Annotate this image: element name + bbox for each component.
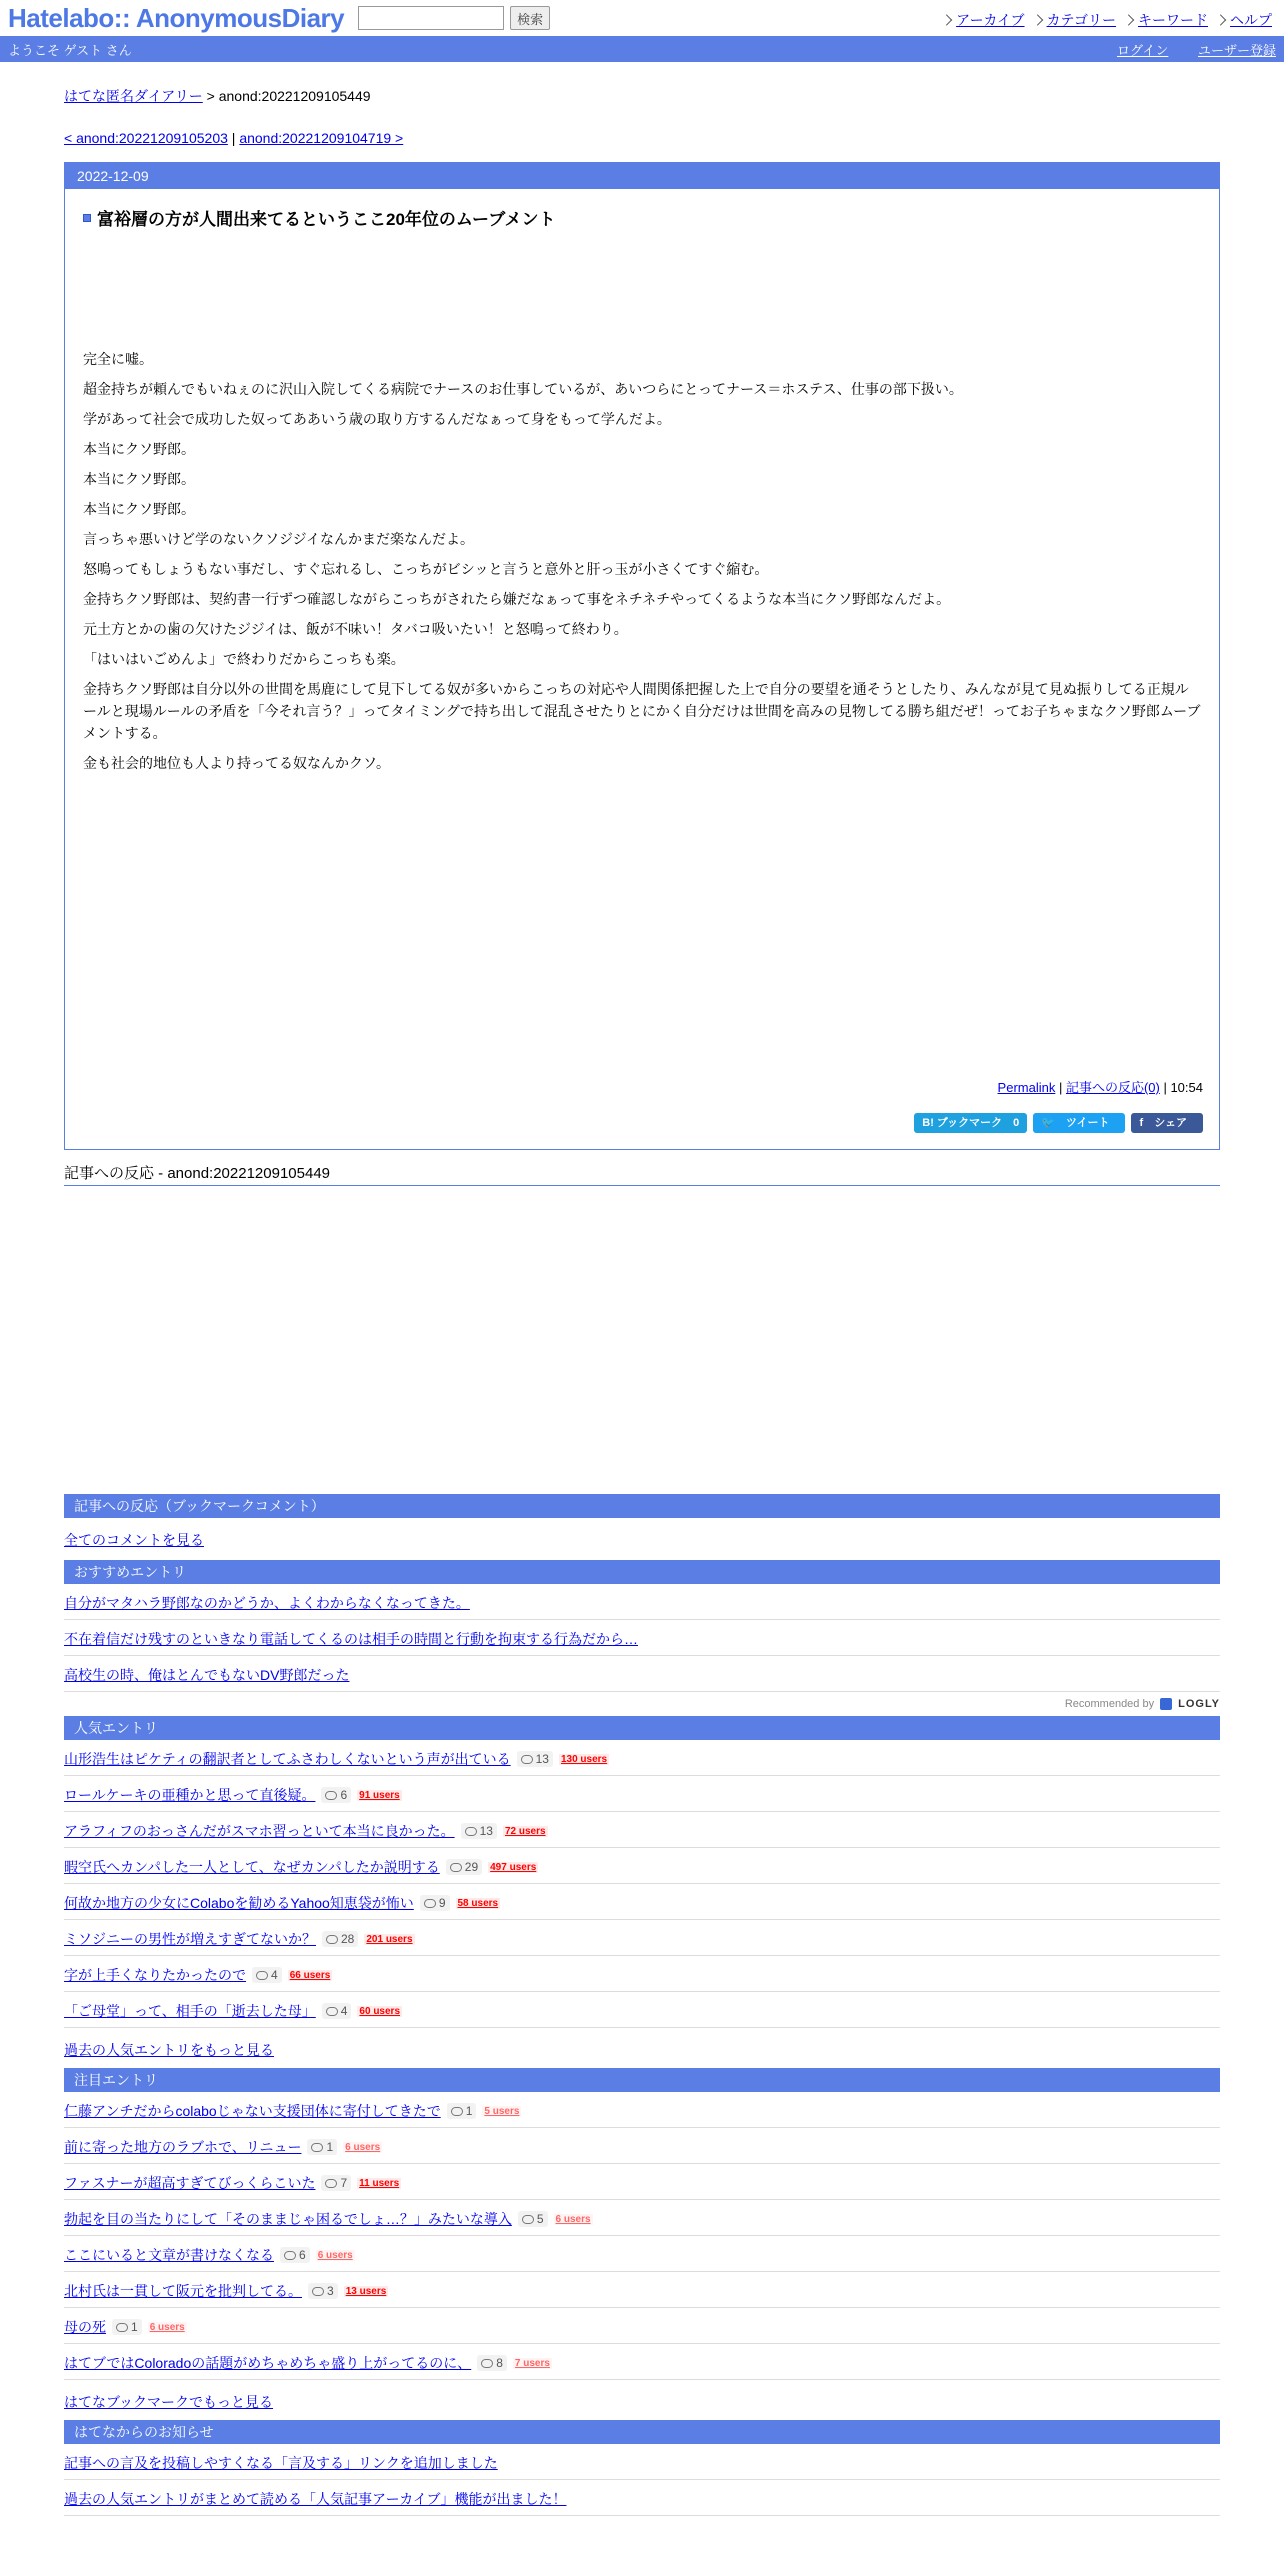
all-comments-row <box>64 1518 1220 1556</box>
comment-bubble-icon <box>284 2251 296 2260</box>
bookmark-users-badge[interactable]: 58 users <box>457 1897 499 1909</box>
bookmark-users-badge[interactable]: 7 users <box>514 2357 550 2369</box>
comment-bubble-icon <box>312 2287 324 2296</box>
entry-pager: < anond:20221209105203 | anond:20221209104719 > <box>64 130 404 146</box>
share-buttons <box>914 1113 1203 1133</box>
entry-link[interactable]: ロールケーキの亜種かと思って直後疑。 <box>64 1787 316 1803</box>
search-button[interactable]: 検索 <box>510 6 550 30</box>
comment-bubble-icon <box>326 1935 338 1944</box>
list-item <box>64 1956 1220 1992</box>
breadcrumb-home[interactable]: はてな匿名ダイアリー <box>64 88 203 104</box>
entry-paragraph: 金持ちクソ野郎は自分以外の世間を馬鹿にして見下してる奴が多いからこっちの対応や人間関係把握した上で自分の要望を通そうとしたり、みんなが見て見ぬ振りしてる正規ルールと現場ルールの矛盾を「今それ言う？」ってタイミングで持ち出して混乱させたりとにかく自分だけは世間を高みの見物してる勝ち組だぜ！ってお子ちゃまなクソ野郎ムーブメントする。 <box>83 681 1201 741</box>
entry-paragraph: 怒鳴ってもしょうもない事だし、すぐ忘れるし、こっちがビシッと言うと意外と肝っ玉が小さくてすぐ縮む。 <box>83 561 769 577</box>
recommended-link[interactable]: 不在着信だけ残すのといきなり電話してくるのは相手の時間と行動を拘束する行為だから… <box>64 1631 638 1647</box>
bookmark-users-badge[interactable]: 6 users <box>149 2321 185 2333</box>
entry-link[interactable]: はてブではColoradoの話題がめちゃめちゃ盛り上がってるのに、 <box>64 2355 472 2371</box>
comment-count[interactable]: 7 <box>321 2175 351 2191</box>
reactions-link[interactable]: 記事への反応(0) <box>1065 1080 1160 1095</box>
entry-link[interactable]: アラフィフのおっさんだがスマホ習っといて本当に良かった。 <box>64 1823 455 1839</box>
entry-title: 富裕層の方が人間出来てるというここ20年位のムーブメント <box>83 205 1219 230</box>
arrow-icon <box>1215 14 1226 25</box>
bookmark-users-badge[interactable]: 6 users <box>345 2141 381 2153</box>
comment-count[interactable]: 4 <box>252 1967 282 1983</box>
list-item <box>64 1656 1220 1692</box>
attention-more-link[interactable]: はてなブックマークでもっと見る <box>64 2394 274 2410</box>
entry-anchor-icon[interactable] <box>83 214 91 222</box>
diary-day <box>64 162 1220 1150</box>
comment-bubble-icon <box>521 1755 533 1764</box>
comment-count[interactable]: 1 <box>112 2319 142 2335</box>
welcome-text: ようこそ ゲスト さん <box>8 42 132 58</box>
list-item <box>64 1620 1220 1656</box>
bookmark-users-badge[interactable]: 201 users <box>366 1933 413 1945</box>
comment-bubble-icon <box>325 1791 337 1800</box>
comment-count[interactable]: 8 <box>477 2355 507 2371</box>
comment-count[interactable]: 6 <box>280 2247 310 2263</box>
comment-bubble-icon <box>451 2107 463 2116</box>
comment-count[interactable]: 6 <box>321 1787 351 1803</box>
entry-footer: Permalink | 記事への反応(0) | 10:54 <box>997 1080 1203 1095</box>
comment-bubble-icon <box>465 1827 477 1836</box>
comment-count[interactable]: 3 <box>308 2283 338 2299</box>
arrow-icon <box>1031 14 1042 25</box>
prev-entry-link[interactable]: < anond:20221209105203 <box>64 130 228 146</box>
comment-count[interactable]: 1 <box>307 2139 337 2155</box>
list-item <box>64 1992 1220 2028</box>
nav-category[interactable]: カテゴリー <box>1035 10 1116 30</box>
attention-list <box>64 2092 1220 2380</box>
comment-bubble-icon <box>481 2359 493 2368</box>
list-item <box>64 2272 1220 2308</box>
popular-list <box>64 1740 1220 2028</box>
login-link[interactable]: ログイン <box>1117 42 1169 58</box>
bookmark-users-badge[interactable]: 91 users <box>359 1789 400 1801</box>
hatena-bookmark-button[interactable]: B! ブックマーク 0 <box>914 1113 1027 1133</box>
entry-paragraph: 元土方とかの歯の欠けたジジイは、飯が不味い！タバコ吸いたい！と怒鳴って終わり。 <box>83 621 628 637</box>
logly-logo-icon <box>1160 1698 1172 1710</box>
reactions-heading: 記事への反応 - anond:20221209105449 <box>64 1162 1220 1186</box>
news-heading: はてなからのお知らせ <box>64 2420 1220 2444</box>
comment-bubble-icon <box>311 2143 323 2152</box>
comment-bubble-icon <box>256 1971 268 1980</box>
list-item <box>64 2200 1220 2236</box>
bookmark-users-badge[interactable]: 497 users <box>490 1861 537 1873</box>
user-bar <box>0 36 1284 62</box>
recommended-by: Recommended by LOGLY <box>1064 1698 1220 1710</box>
facebook-share-button[interactable]: f シェア <box>1131 1113 1203 1133</box>
news-link[interactable]: 過去の人気エントリがまとめて読める「人気記事アーカイブ」機能が出ました！ <box>64 2491 567 2507</box>
comment-bubble-icon <box>326 2007 338 2016</box>
all-comments-link[interactable]: 全てのコメントを見る <box>64 1532 204 1548</box>
main-content <box>64 86 1220 2516</box>
comment-count[interactable]: 1 <box>447 2103 477 2119</box>
site-logo[interactable]: Hatelabo:: AnonymousDiary <box>8 3 345 33</box>
recommended-link[interactable]: 自分がマタハラ野郎なのかどうか、よくわからなくなってきた。 <box>64 1595 470 1611</box>
entry-link[interactable]: 仁藤アンチだからcolaboじゃない支援団体に寄付してきたで <box>64 2103 441 2119</box>
entry-link[interactable]: 前に寄った地方のラブホで、リニュー <box>64 2139 302 2155</box>
comment-count[interactable]: 29 <box>446 1859 482 1875</box>
list-item <box>64 1776 1220 1812</box>
entry-link[interactable]: 勃起を目の当たりにして「そのままじゃ困るでしょ…？」みたいな導入 <box>64 2211 512 2227</box>
list-item <box>64 1740 1220 1776</box>
top-nav <box>944 10 1272 30</box>
comment-count[interactable]: 13 <box>517 1751 553 1767</box>
list-item <box>64 2344 1220 2380</box>
bookmark-users-badge[interactable]: 6 users <box>317 2249 353 2261</box>
list-item <box>64 1812 1220 1848</box>
list-item <box>64 1848 1220 1884</box>
next-entry-link[interactable]: anond:20221209104719 > <box>239 130 404 146</box>
entry-paragraph: 金持ちクソ野郎は、契約書一行ずつ確認しながらこっちがされたら嫌だなぁって事をネチネチやってくるような本当にクソ野郎なんだよ。 <box>83 591 951 607</box>
entry-link[interactable]: ここにいると文章が書けなくなる <box>64 2247 274 2263</box>
attention-more-row <box>64 2380 1220 2418</box>
entry-link[interactable]: 北村氏は一貫して阪元を批判してる。 <box>64 2283 302 2299</box>
entry-paragraph: 本当にクソ野郎。 <box>83 471 195 487</box>
permalink[interactable]: Permalink <box>997 1080 1056 1095</box>
bookmark-users-badge[interactable]: 5 users <box>484 2105 520 2117</box>
entry-paragraph: 本当にクソ野郎。 <box>83 501 195 517</box>
breadcrumb-current: anond:20221209105449 <box>218 88 371 104</box>
bookmark-users-badge[interactable]: 13 users <box>345 2285 387 2297</box>
header <box>0 0 1284 36</box>
entry-link[interactable]: 山形浩生はピケティの翻訳者としてふさわしくないという声が出ている <box>64 1751 511 1767</box>
bookmark-users-badge[interactable]: 6 users <box>555 2213 591 2225</box>
bookmark-users-badge[interactable]: 11 users <box>359 2177 400 2189</box>
comment-count[interactable]: 28 <box>322 1931 358 1947</box>
bookmark-users-badge[interactable]: 60 users <box>359 2005 401 2017</box>
attention-heading: 注目エントリ <box>64 2068 1220 2092</box>
arrow-icon <box>1123 14 1134 25</box>
popular-more-row <box>64 2028 1220 2066</box>
tweet-button[interactable]: 🐦 ツイート <box>1033 1113 1125 1133</box>
entry-link[interactable]: ミソジニーの男性が増えすぎてないか？ <box>64 1931 316 1947</box>
list-item <box>64 1584 1220 1620</box>
search-input[interactable] <box>358 6 504 30</box>
comment-count[interactable]: 4 <box>322 2003 352 2019</box>
register-link[interactable]: ユーザー登録 <box>1197 42 1276 58</box>
recommended-heading: おすすめエントリ <box>64 1560 1220 1584</box>
list-item <box>64 2092 1220 2128</box>
entry-paragraph: 「はいはいごめんよ」で終わりだからこっちも楽。 <box>83 651 405 667</box>
entry-link[interactable]: 「ご母堂」って、相手の「逝去した母」 <box>64 2003 316 2019</box>
comment-count[interactable]: 9 <box>420 1895 450 1911</box>
arrow-icon <box>941 14 952 25</box>
list-item <box>64 1884 1220 1920</box>
comment-bubble-icon <box>116 2323 128 2332</box>
ad-space <box>64 1186 1220 1486</box>
popular-more-link[interactable]: 過去の人気エントリをもっと見る <box>64 2042 274 2058</box>
comment-count[interactable]: 13 <box>461 1823 497 1839</box>
recommended-link[interactable]: 高校生の時、俺はとんでもないDV野郎だった <box>64 1667 350 1683</box>
entry-link[interactable]: 何故か地方の少女にColaboを勧めるYahoo知恵袋が怖い <box>64 1895 414 1911</box>
news-link[interactable]: 記事への言及を投稿しやすくなる「言及する」リンクを追加しました <box>64 2455 498 2471</box>
bookmark-users-badge[interactable]: 66 users <box>289 1969 331 1981</box>
list-item <box>64 2164 1220 2200</box>
comment-bubble-icon <box>325 2179 337 2188</box>
comment-bubble-icon <box>450 1863 462 1872</box>
nav-keyword[interactable]: キーワード <box>1126 10 1208 30</box>
entry-paragraph: 本当にクソ野郎。 <box>83 441 195 457</box>
bookmark-users-badge[interactable]: 130 users <box>560 1753 608 1765</box>
comment-bubble-icon <box>424 1899 436 1908</box>
entry-link[interactable]: 暇空氏へカンパした一人として、なぜカンパしたか説明する <box>64 1859 440 1875</box>
entry-paragraph: 完全に嘘。 <box>83 351 153 367</box>
entry-paragraph: 超金持ちが頼んでもいねぇのに沢山入院してくる病院でナースのお仕事しているが、あいつらにとってナース＝ホステス、仕事の部下扱い。 <box>83 381 963 397</box>
breadcrumb: はてな匿名ダイアリー > anond:20221209105449 <box>64 88 371 104</box>
list-item <box>64 2308 1220 2344</box>
entry-link[interactable]: 母の死 <box>64 2319 106 2335</box>
entry-paragraph: 金も社会的地位も人より持ってる奴なんかクソ。 <box>83 755 391 771</box>
entry-paragraph: 学があって社会で成功した奴ってああいう歳の取り方するんだなぁって身をもって学んだよ。 <box>83 411 671 427</box>
entry-body <box>83 348 1201 774</box>
bookmark-comments-heading: 記事への反応（ブックマークコメント） <box>64 1494 1220 1518</box>
list-item <box>64 2480 1220 2516</box>
list-item <box>64 2236 1220 2272</box>
bookmark-users-badge[interactable]: 72 users <box>504 1825 546 1837</box>
day-date: 2022-12-09 <box>65 163 1219 189</box>
entry-link[interactable]: ファスナーが超高すぎてびっくらこいた <box>64 2175 316 2191</box>
nav-help[interactable]: ヘルプ <box>1218 10 1272 30</box>
nav-archive[interactable]: アーカイブ <box>944 10 1024 30</box>
comment-bubble-icon <box>522 2215 534 2224</box>
list-item <box>64 2128 1220 2164</box>
comment-count[interactable]: 5 <box>518 2211 548 2227</box>
entry-time: 10:54 <box>1170 1080 1203 1095</box>
popular-heading: 人気エントリ <box>64 1716 1220 1740</box>
list-item <box>64 1920 1220 1956</box>
entry-link[interactable]: 字が上手くなりたかったので <box>64 1967 246 1983</box>
list-item <box>64 2444 1220 2480</box>
entry-paragraph: 言っちゃ悪いけど学のないクソジジイなんかまだ楽なんだよ。 <box>83 531 474 547</box>
